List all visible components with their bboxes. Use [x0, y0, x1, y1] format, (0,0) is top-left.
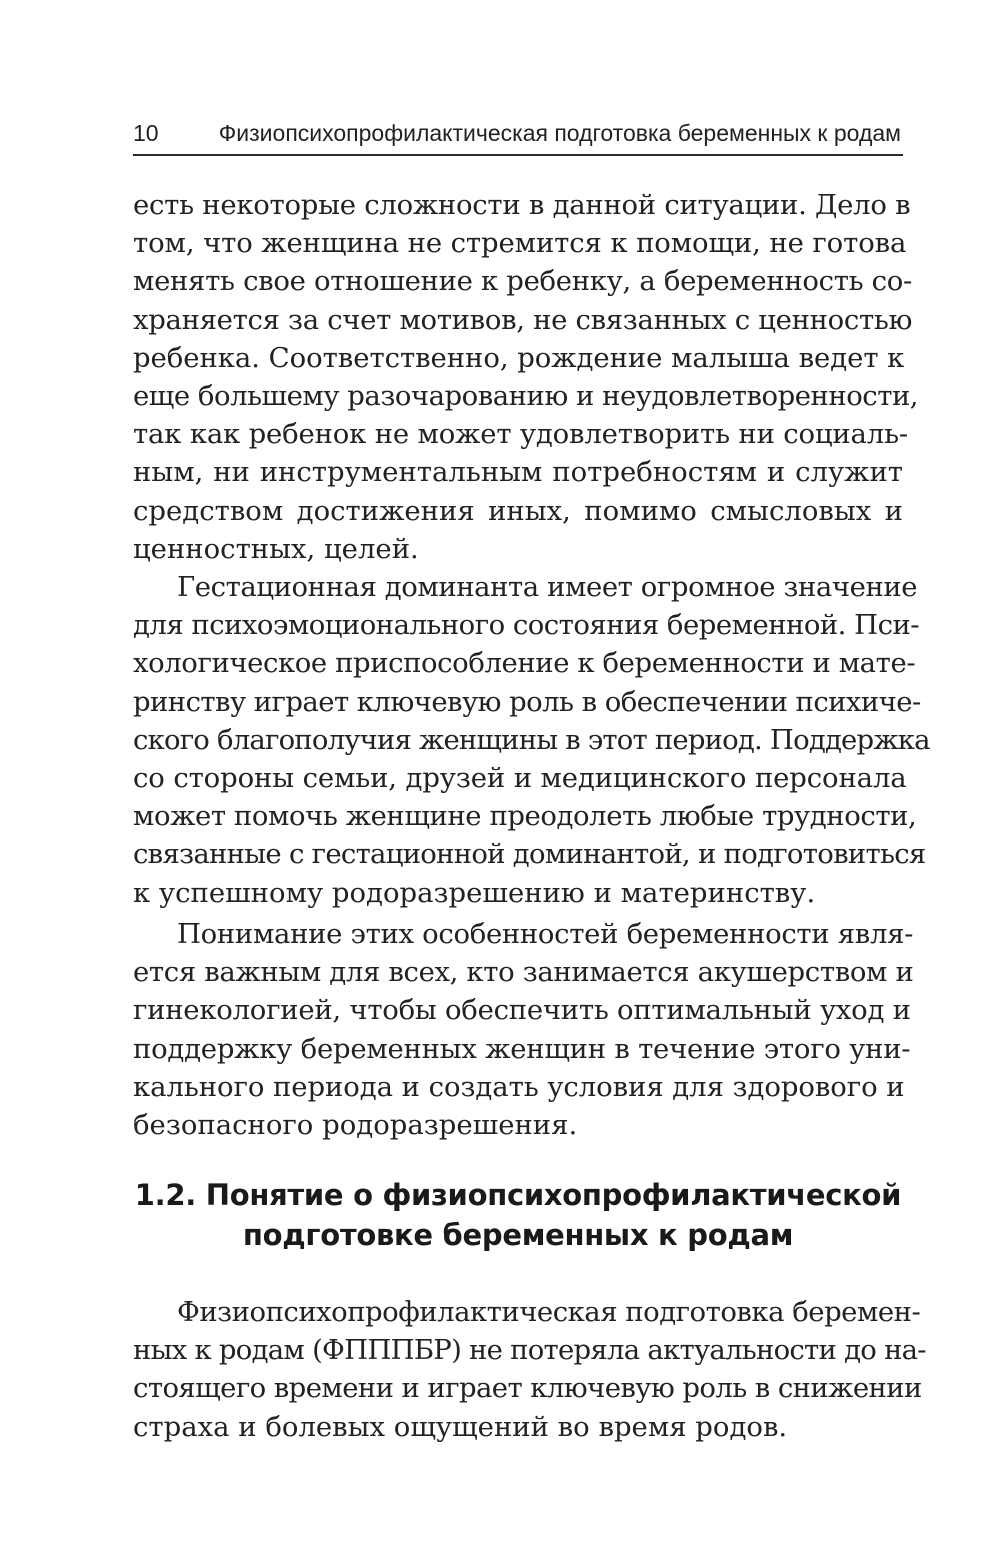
- running-title: Физиопсихопрофилактическая подготовка беременных к родам: [218, 120, 901, 146]
- text-line: ным, ни инструментальным потребностям и служит: [133, 456, 903, 489]
- text-line: Понимание этих особенностей беременности явля-: [177, 918, 914, 950]
- text-line: так как ребенок не может удовлетворить ни социаль-: [133, 418, 908, 451]
- text-line: стоящего времени и играет ключевую роль в снижении: [133, 1372, 922, 1405]
- text-line: том, что женщина не стремится к помощи, не готова: [133, 227, 907, 260]
- text-line: еще большему разочарованию и неудовлетворенности,: [133, 379, 919, 412]
- text-line: есть некоторые сложности в данной ситуации. Дело в: [133, 189, 911, 221]
- text-line: поддержку беременных женщин в течение этого уни-: [133, 1032, 911, 1065]
- text-line: к успешному родоразрешению и материнству.: [133, 876, 816, 909]
- text-line: гинекологией, чтобы обеспечить оптимальный уход и: [133, 994, 911, 1027]
- text-line: хологическое приспособление к беременности и мате-: [133, 647, 916, 680]
- text-line: ринству играет ключевую роль в обеспечении психиче-: [133, 685, 921, 718]
- section-heading-line-2: подготовке беременных к родам: [242, 1218, 794, 1252]
- text-line: кального периода и создать условия для здорового и: [133, 1070, 905, 1103]
- paragraph-1: [133, 186, 919, 568]
- section-heading-line-1: 1.2. Понятие о физиопсихопрофилактической: [134, 1178, 902, 1212]
- text-line: менять свое отношение к ребенку, а беременность со-: [133, 265, 912, 298]
- text-line: страха и болевых ощущений во время родов.: [133, 1410, 788, 1443]
- text-line: может помочь женщине преодолеть любые трудности,: [133, 800, 917, 833]
- section-heading: [133, 1175, 903, 1255]
- text-line: средством достижения иных, помимо смысловых и: [133, 494, 903, 527]
- paragraph-2: [133, 568, 930, 912]
- text-line: связанные с гестационной доминантой, и подготовиться: [133, 838, 926, 871]
- text-line: со стороны семьи, друзей и медицинского персонала: [133, 761, 907, 794]
- page-number: 10: [133, 120, 159, 146]
- section-paragraph-1: [133, 1293, 926, 1446]
- text-line: ных к родам (ФПППБР) не потеряла актуальности до на-: [133, 1334, 926, 1367]
- paragraph-3: [133, 915, 914, 1144]
- text-line: ется важным для всех, кто занимается акушерством и: [133, 956, 914, 989]
- text-line: храняется за счет мотивов, не связанных с ценностью: [133, 303, 913, 336]
- running-header: [133, 118, 903, 156]
- text-line: для психоэмоционального состояния беременной. Пси-: [133, 609, 920, 642]
- text-line: ского благополучия женщины в этот период. Поддержка: [133, 723, 930, 756]
- text-line: Физиопсихопрофилактическая подготовка беремен-: [177, 1296, 921, 1328]
- text-line: ребенка. Соответственно, рождение малыша ведет к: [133, 341, 905, 374]
- text-line: ценностных, целей.: [133, 532, 419, 565]
- text-line: Гестационная доминанта имеет огромное значение: [177, 571, 918, 603]
- text-line: безопасного родоразрешения.: [133, 1108, 578, 1141]
